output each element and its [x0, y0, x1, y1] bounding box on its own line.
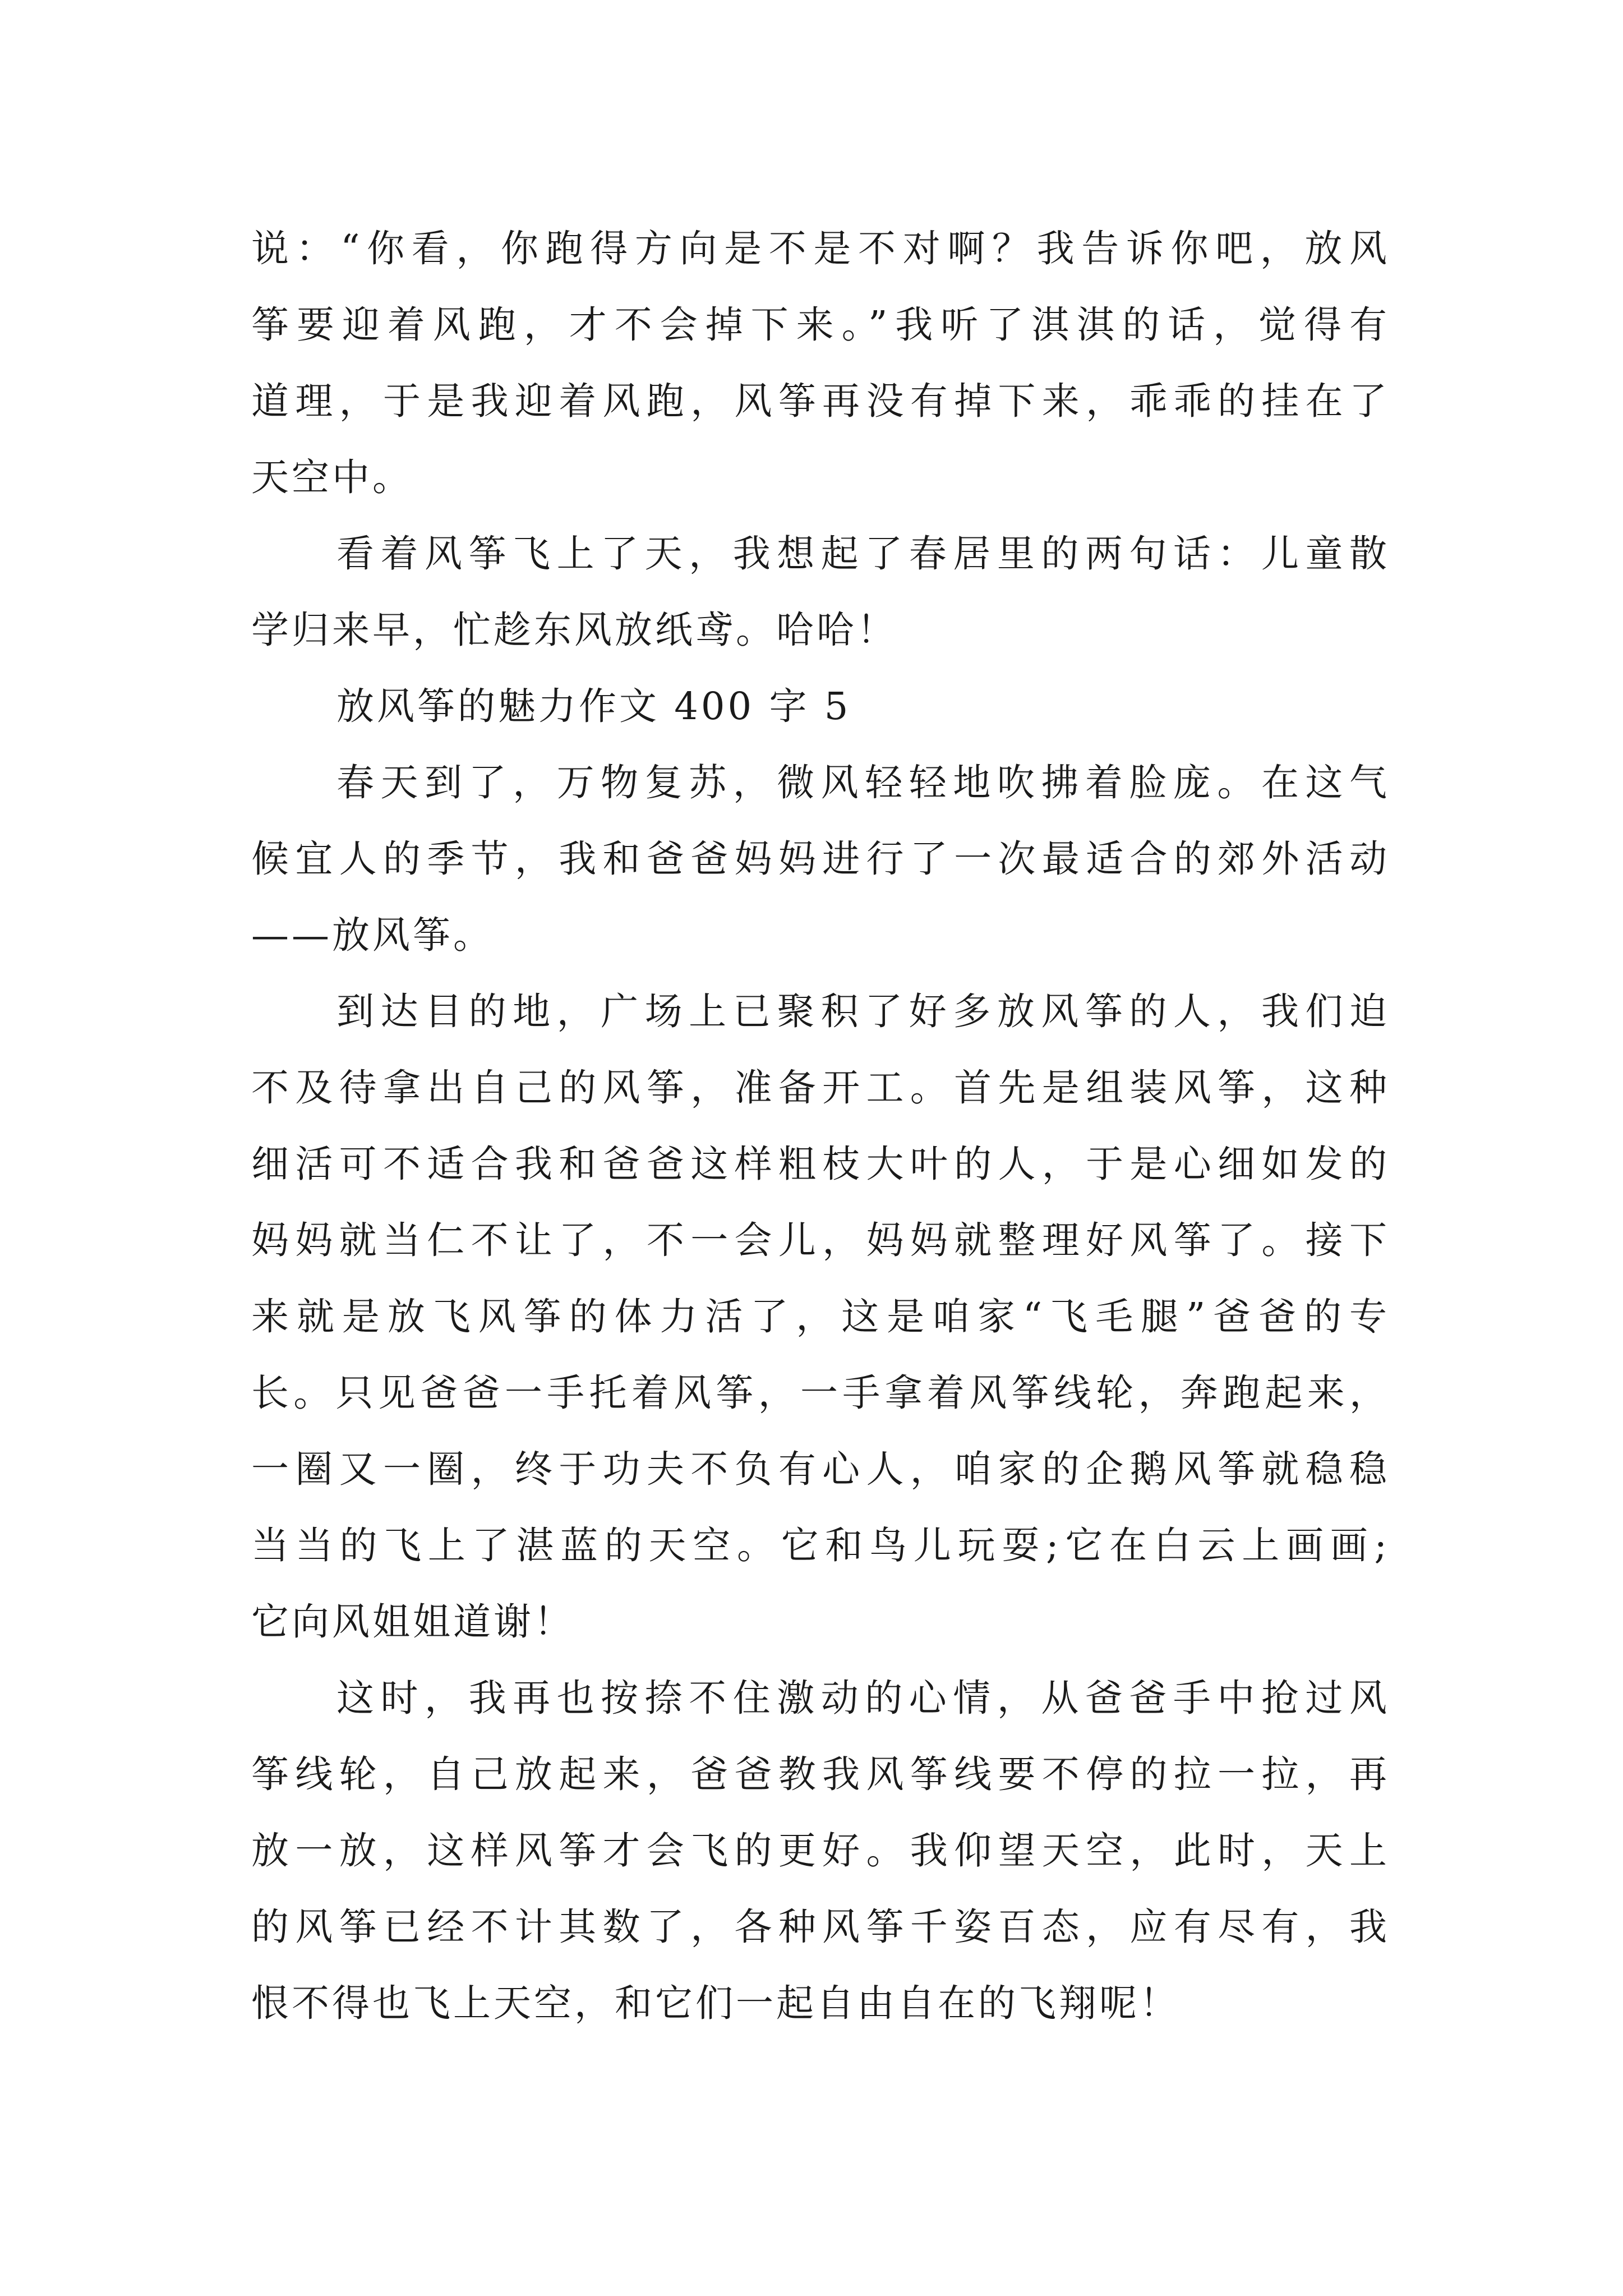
text-line: 细活可不适合我和爸爸这样粗枝大叶的人，于是心细如发的	[251, 1142, 1390, 1186]
text-line: 筝要迎着风跑，才不会掉下来。”我听了淇淇的话，觉得有	[251, 303, 1390, 347]
text-line: 当当的飞上了湛蓝的天空。它和鸟儿玩耍;它在白云上画画;	[251, 1524, 1390, 1567]
text-line: 它向风姐姐道谢！	[251, 1600, 574, 1644]
text-line: 学归来早，忙趁东风放纸鸢。哈哈！	[251, 608, 897, 652]
text-line: 说：“你看，你跑得方向是不是不对啊？我告诉你吧，放风	[251, 227, 1390, 270]
text-line: 来就是放飞风筝的体力活了，这是咱家“飞毛腿”爸爸的专	[251, 1295, 1390, 1338]
paragraph-start-line: 春天到了，万物复苏，微风轻轻地吹拂着脸庞。在这气	[336, 761, 1390, 804]
text-line: 恨不得也飞上天空，和它们一起自由自在的飞翔呢！	[251, 1981, 1180, 2025]
paragraph-start-line: 这时，我再也按捺不住激动的心情，从爸爸手中抢过风	[336, 1676, 1390, 1720]
text-line: 一圈又一圈，终于功夫不负有心人，咱家的企鹅风筝就稳稳	[251, 1447, 1390, 1491]
text-line: 道理，于是我迎着风跑，风筝再没有掉下来，乖乖的挂在了	[251, 379, 1390, 423]
text-line: 长。只见爸爸一手托着风筝，一手拿着风筝线轮，奔跑起来，	[251, 1371, 1390, 1415]
body-text	[251, 210, 1390, 2041]
paragraph-start-line: 看着风筝飞上了天，我想起了春居里的两句话：儿童散	[336, 532, 1390, 576]
text-line: 筝线轮，自己放起来，爸爸教我风筝线要不停的拉一拉，再	[251, 1752, 1390, 1796]
paragraph-start-line: 到达目的地，广场上已聚积了好多放风筝的人，我们迫	[336, 990, 1390, 1033]
text-line: 放一放，这样风筝才会飞的更好。我仰望天空，此时，天上	[251, 1829, 1390, 1872]
text-line: 不及待拿出自己的风筝，准备开工。首先是组装风筝，这种	[251, 1066, 1390, 1110]
text-line: 天空中。	[251, 455, 413, 499]
section-heading: 放风筝的魅力作文 400 字 5	[336, 684, 851, 728]
text-line: 候宜人的季节，我和爸爸妈妈进行了一次最适合的郊外活动	[251, 837, 1390, 881]
text-line: 妈妈就当仁不让了，不一会儿，妈妈就整理好风筝了。接下	[251, 1218, 1390, 1262]
text-line: ——放风筝。	[251, 913, 494, 957]
text-line: 的风筝已经不计其数了，各种风筝千姿百态，应有尽有，我	[251, 1905, 1390, 1949]
